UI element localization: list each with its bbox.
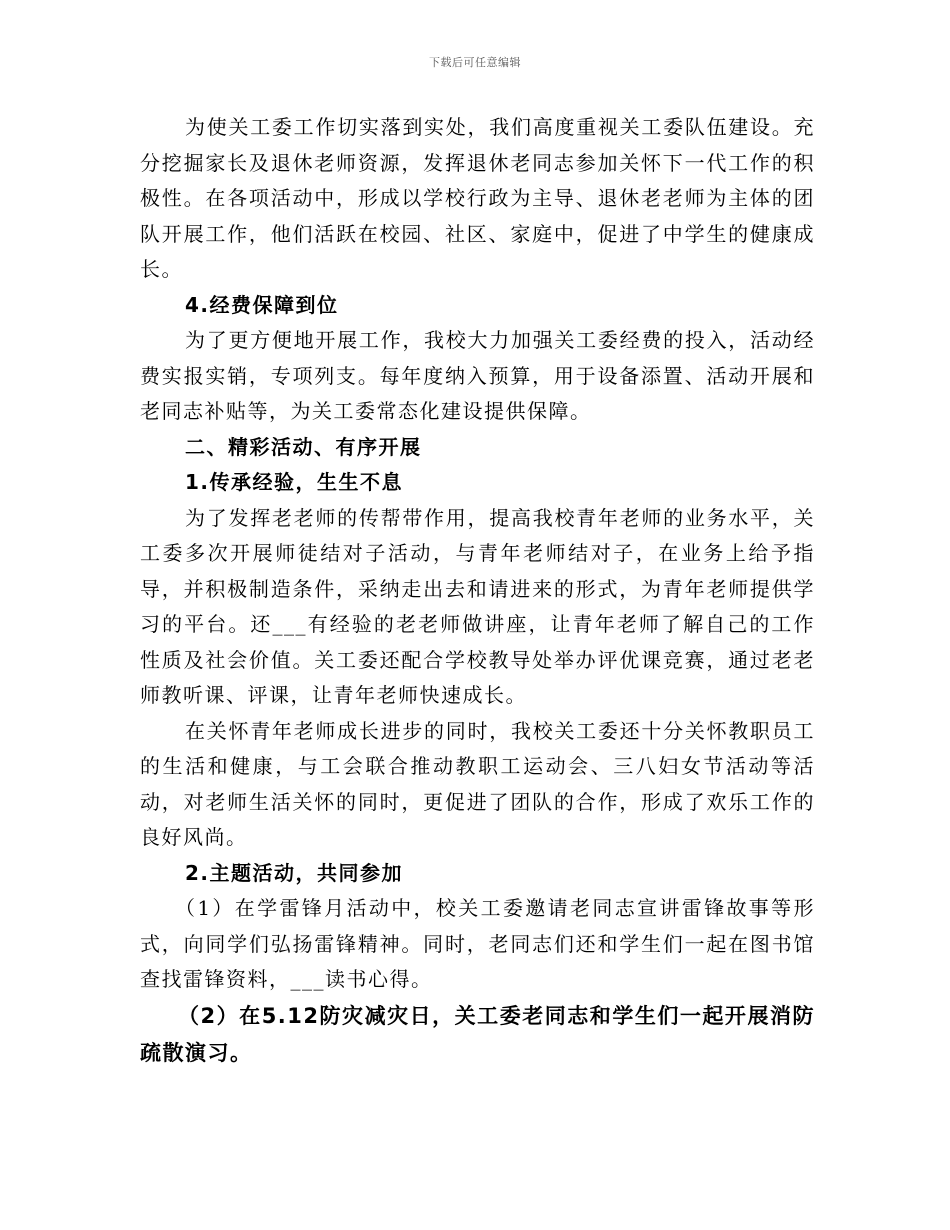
heading-experience: 1.传承经验，生生不息: [185, 470, 404, 494]
page-header: 下载后可任意编辑: [429, 56, 521, 69]
heading-section-two: 二、精彩活动、有序开展: [185, 434, 422, 459]
paragraph-lei-feng: （1）在学雷锋月活动中，校关工委邀请老同志宣讲雷锋故事等形式，向同学们弘扬雷锋精神。同时，老同志们还和学生们一起在图书馆查找雷锋资料，___读书心得。: [140, 896, 815, 991]
document-body: [140, 110, 815, 1072]
paragraph-team-building: 为使关工委工作切实落到实处，我们高度重视关工委队伍建设。充分挖掘家长及退休老师资源，发挥退休老同志参加关怀下一代工作的积极性。在各项活动中，形成以学校行政为主导、退休老老师为主体的团队开展工作，他们活跃在校园、社区、家庭中，促进了中学生的健康成长。: [140, 115, 815, 281]
paragraph-staff-care: 在关怀青年老师成长进步的同时，我校关工委还十分关怀教职员工的生活和健康，与工会联合推动教职工运动会、三八妇女节活动等活动，对老师生活关怀的同时，更促进了团队的合作，形成了欢乐工作的良好风尚。: [140, 718, 815, 849]
paragraph-disaster-drill: （2）在5.12防灾减灾日，关工委老同志和学生们一起开展消防疏散演习。: [140, 1003, 815, 1065]
heading-funding: 4.经费保障到位: [185, 292, 339, 317]
paragraph-mentoring: 为了发挥老老师的传帮带作用，提高我校青年老师的业务水平，关工委多次开展师徒结对子活动，与青年老师结对子，在业务上给予指导，并积极制造条件，采纳走出去和请进来的形式，为青年老师提供学习的平台。还___有经验的老老师做讲座，让青年老师了解自己的工作性质及社会价值。关工委还配合学校教导处举办评优课竞赛，通过老老师教听课、评课，让青年老师快速成长。: [140, 505, 815, 707]
heading-theme-activities: 2.主题活动，共同参加: [185, 860, 404, 885]
paragraph-funding: 为了更方便地开展工作，我校大力加强关工委经费的投入，活动经费实报实销，专项列支。每年度纳入预算，用于设备添置、活动开展和老同志补贴等，为关工委常态化建设提供保障。: [140, 328, 815, 423]
